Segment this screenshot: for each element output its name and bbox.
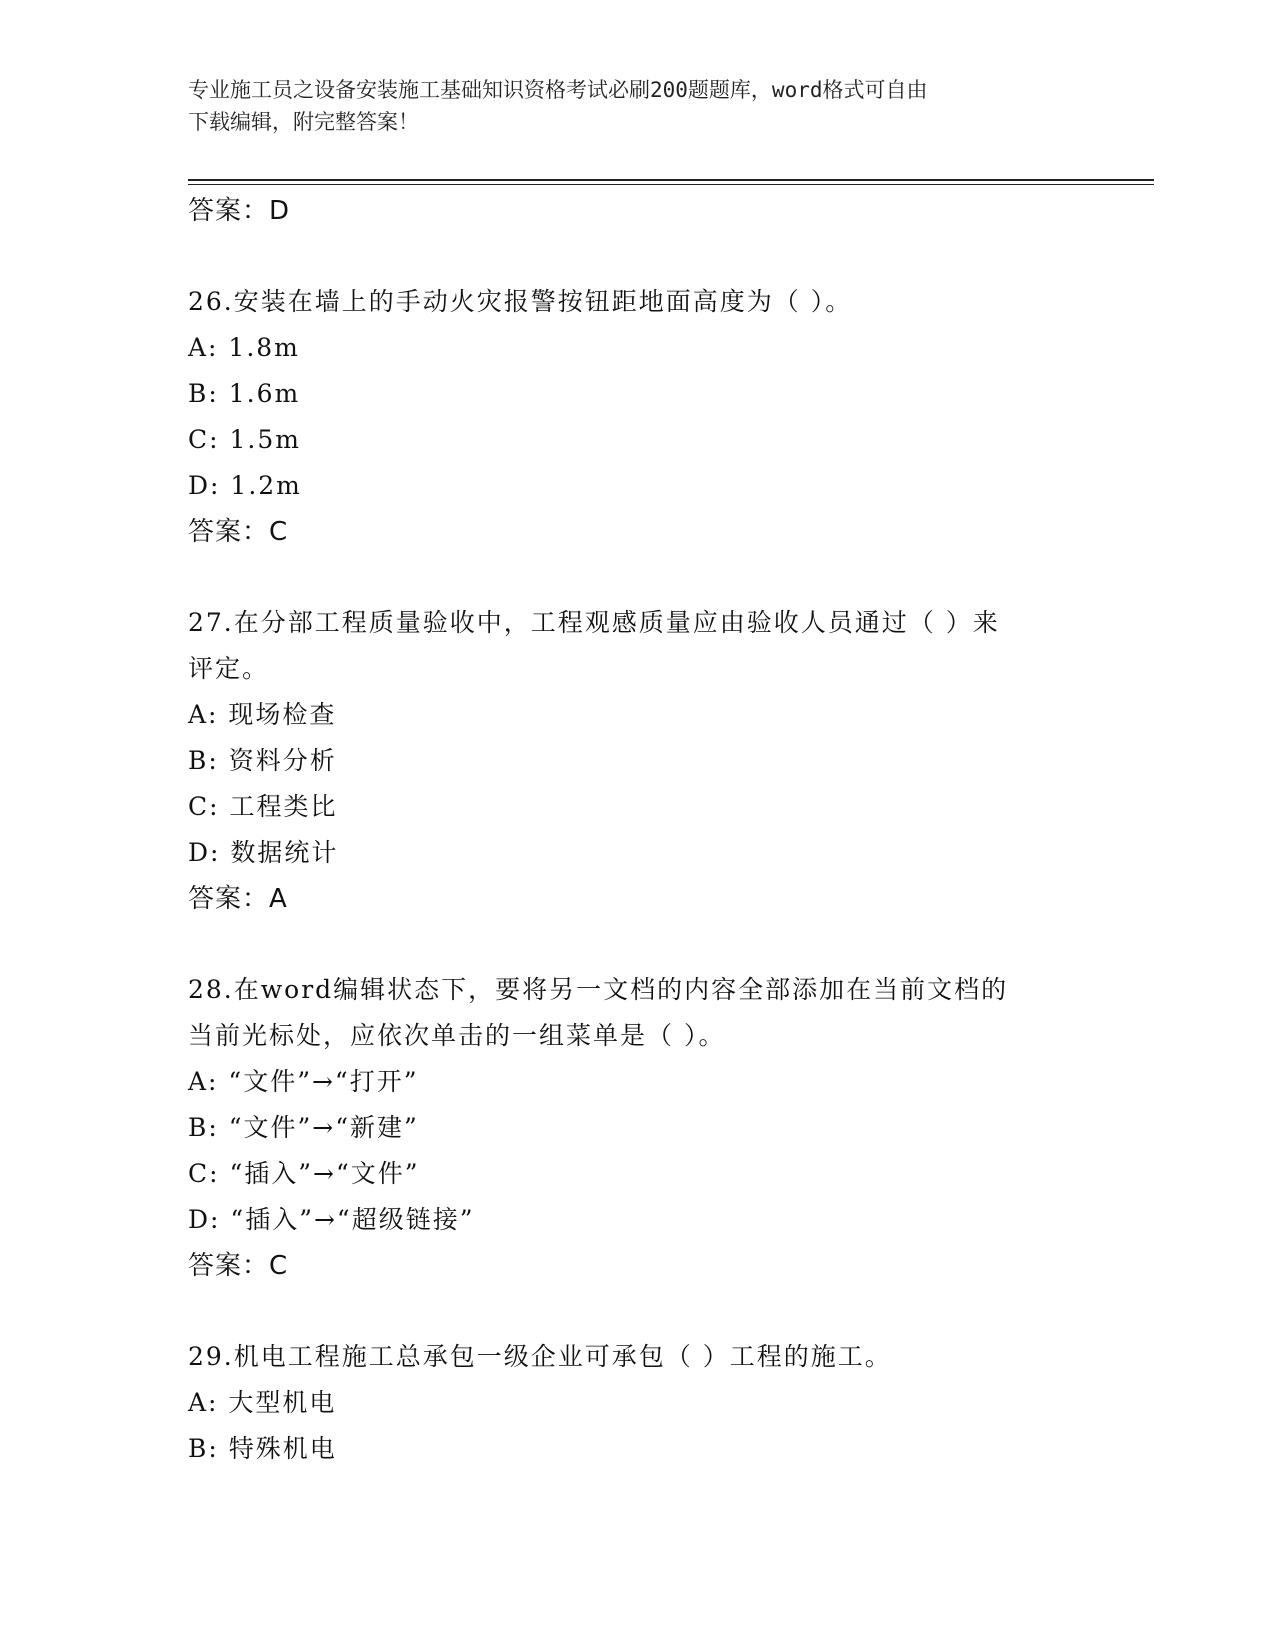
- header-rule-thick: [188, 179, 1154, 181]
- question-27: [188, 600, 1088, 922]
- option-a: A: “文件”→“打开”: [188, 1067, 419, 1096]
- option-d: D: “插入”→“超级链接”: [188, 1205, 475, 1234]
- option-b: B: 特殊机电: [188, 1434, 337, 1463]
- option-b: B: “文件”→“新建”: [188, 1113, 419, 1142]
- previous-answer: 答案：D: [188, 196, 291, 226]
- option-c: C: 工程类比: [188, 792, 338, 821]
- header-line-2: 下载编辑，附完整答案！: [188, 110, 419, 134]
- option-c: C: “插入”→“文件”: [188, 1159, 420, 1188]
- question-26: [188, 279, 1088, 555]
- question-text: 26.安装在墙上的手动火灾报警按钮距地面高度为（ ）。: [188, 287, 853, 316]
- option-b: B: 资料分析: [188, 746, 337, 775]
- header-rule-thin: [188, 184, 1154, 185]
- option-a: A: 大型机电: [188, 1388, 337, 1417]
- header-line-1: 专业施工员之设备安装施工基础知识资格考试必刷200题题库，word格式可自由: [188, 78, 928, 102]
- question-29: [188, 1334, 1088, 1472]
- option-b: B: 1.6m: [188, 379, 301, 408]
- question-text-line-2: 当前光标处，应依次单击的一组菜单是（ ）。: [188, 1021, 726, 1050]
- question-text-line-2: 评定。: [188, 654, 270, 683]
- option-a: A: 1.8m: [188, 333, 300, 362]
- answer: 答案：C: [188, 517, 289, 547]
- question-text-line-1: 28.在word编辑状态下，要将另一文档的内容全部添加在当前文档的: [188, 975, 1009, 1004]
- page-header: [188, 74, 1088, 138]
- question-28: [188, 967, 1088, 1289]
- answer: 答案：C: [188, 1251, 289, 1281]
- answer: 答案：A: [188, 884, 288, 914]
- question-text: 29.机电工程施工总承包一级企业可承包（ ）工程的施工。: [188, 1342, 892, 1371]
- option-a: A: 现场检查: [188, 700, 337, 729]
- option-c: C: 1.5m: [188, 425, 301, 454]
- question-list: [188, 188, 1088, 1472]
- option-d: D: 数据统计: [188, 838, 339, 867]
- question-text-line-1: 27.在分部工程质量验收中，工程观感质量应由验收人员通过（ ）来: [188, 608, 1000, 637]
- option-d: D: 1.2m: [188, 471, 302, 500]
